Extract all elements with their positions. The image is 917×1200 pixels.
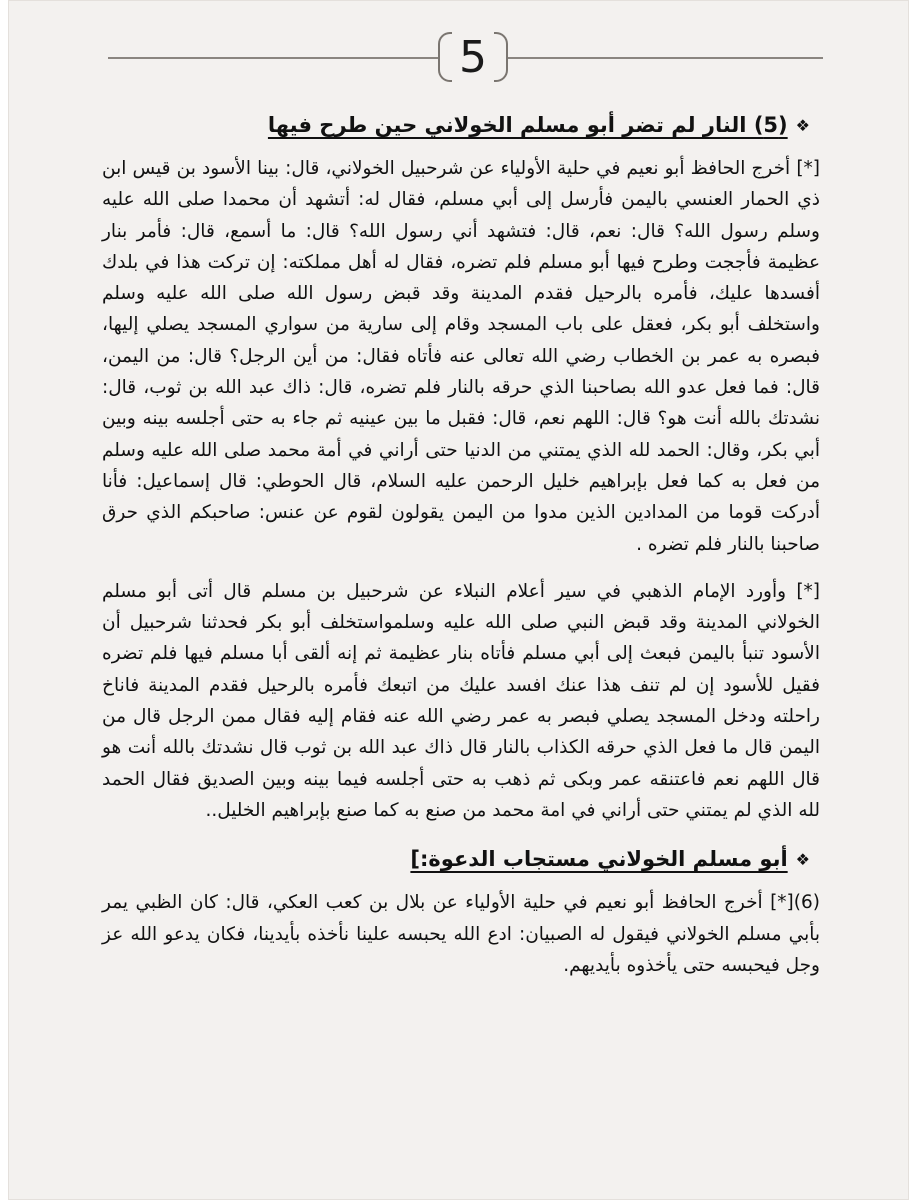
page-number-frame <box>438 32 508 84</box>
header-rule-left <box>108 57 438 59</box>
page-number: 5 <box>459 32 487 83</box>
paper-sheet <box>8 0 909 1200</box>
diamond-bullet-icon: ❖ <box>795 116 810 135</box>
paragraph-answered-prayer: (6)[*] أخرج الحافظ أبو نعيم في حلية الأولياء عن بلال بن كعب العكي، قال: كان الظبي يمر بأبي مسلم الخولاني فيقول له الصبيان: ادع الله يحبسه علينا نأخذه بأيدينا، فكان يدعو الله عز وجل فيحبسه حتى يأخذوه بأيديهم. <box>102 892 820 976</box>
paragraph-dhahabi-narration: [*] وأورد الإمام الذهبي في سير أعلام النبلاء عن شرحبيل بن مسلم قال أتى أبو مسلم الخولاني المدينة وقد قبض النبي صلى الله عليه وسلمواستخلف أبو بكر فحدثنا شرحبيل أن الأسود تنبأ باليمن فبعث إلى أبي مسلم فأتاه بنار عظيمة ثم إنه ألقى أبا مسلم فيها فلم تضره فقيل للأسود إن لم تنف هذا عنك افسد عليك من اتبعك فأمره بالرحيل فقدم المدينة فاناخ راحلته ودخل المسجد يصلي فبصر به عمر رضي الله عنه فقام إليه فقال ممن الرجل قال من اليمن قال ما فعل الذي حرقه الكذاب بالنار قال ذاك عبد الله بن ثوب قال نشدتك بالله أنت هو قال اللهم نعم فاعتنقه عمر وبكى ثم ذهب به حتى أجلسه فيما بينه وبين الصديق فقال الحمد لله الذي لم يمتني حتى أراني في امة محمد من صنع به كما صنع بإبراهيم الخليل.. <box>102 580 820 821</box>
header-rule-right <box>508 57 823 59</box>
paragraph-abu-nuaym-narration: [*] أخرج الحافظ أبو نعيم في حلية الأولياء عن شرحبيل الخولاني، قال: بينا الأسود بن قيس ابن ذي الحمار العنسي باليمن فأرسل إلى أبي مسلم، فقال له: أتشهد أن محمدا صلى الله عليه وسلم رسول الله؟ قال: نعم، قال: فتشهد أني رسول الله؟ قال: ما أسمع، قال: فأمر بنار عظيمة فأججت وطرح فيها أبو مسلم فلم تضره، فقال له أهل مملكته: إن تركت هذا في بلدك أفسدها عليك، فأمره بالرحيل فقدم المدينة وقد قبض رسول الله صلى الله عليه وسلم واستخلف أبو بكر، فعقل على باب المسجد وقام إلى سارية من سواري المسجد يصلي إليها، فبصره به عمر بن الخطاب رضي الله تعالى عنه فأتاه فقال: من أين الرجل؟ قال: من اليمن، قال: فما فعل عدو الله بصاحبنا الذي حرقه بالنار فلم تضره، قال: ذاك عبد الله بن ثوب، قال: نشدتك بالله أنت هو؟ قال: اللهم نعم، قال: فقبل ما بين عينيه ثم جاء به حتى أجلسه بينه وبين أبي بكر، وقال: الحمد لله الذي يمتني من الدنيا حتى أراني في أمة محمد صلى الله عليه وسلم من فعل به كما فعل بإبراهيم خليل الرحمن عليه السلام، قال الحوطي: قال إسماعيل: فأنا أدركت قوما من المدادين الذين مدوا من اليمن يقولون لقوم عن عنس: صاحبكم الذي حرق صاحبنا بالنار فلم تضره . <box>102 158 820 555</box>
section-heading-1 <box>102 108 810 143</box>
section-heading-text: أبو مسلم الخولاني مستجاب الدعوة:] <box>410 847 788 872</box>
diamond-bullet-icon: ❖ <box>795 850 810 870</box>
section-heading-text: (5) النار لم تضر أبو مسلم الخولاني حين طرح فيها <box>267 113 788 137</box>
section-heading-2 <box>102 842 810 877</box>
main-content <box>102 108 820 997</box>
